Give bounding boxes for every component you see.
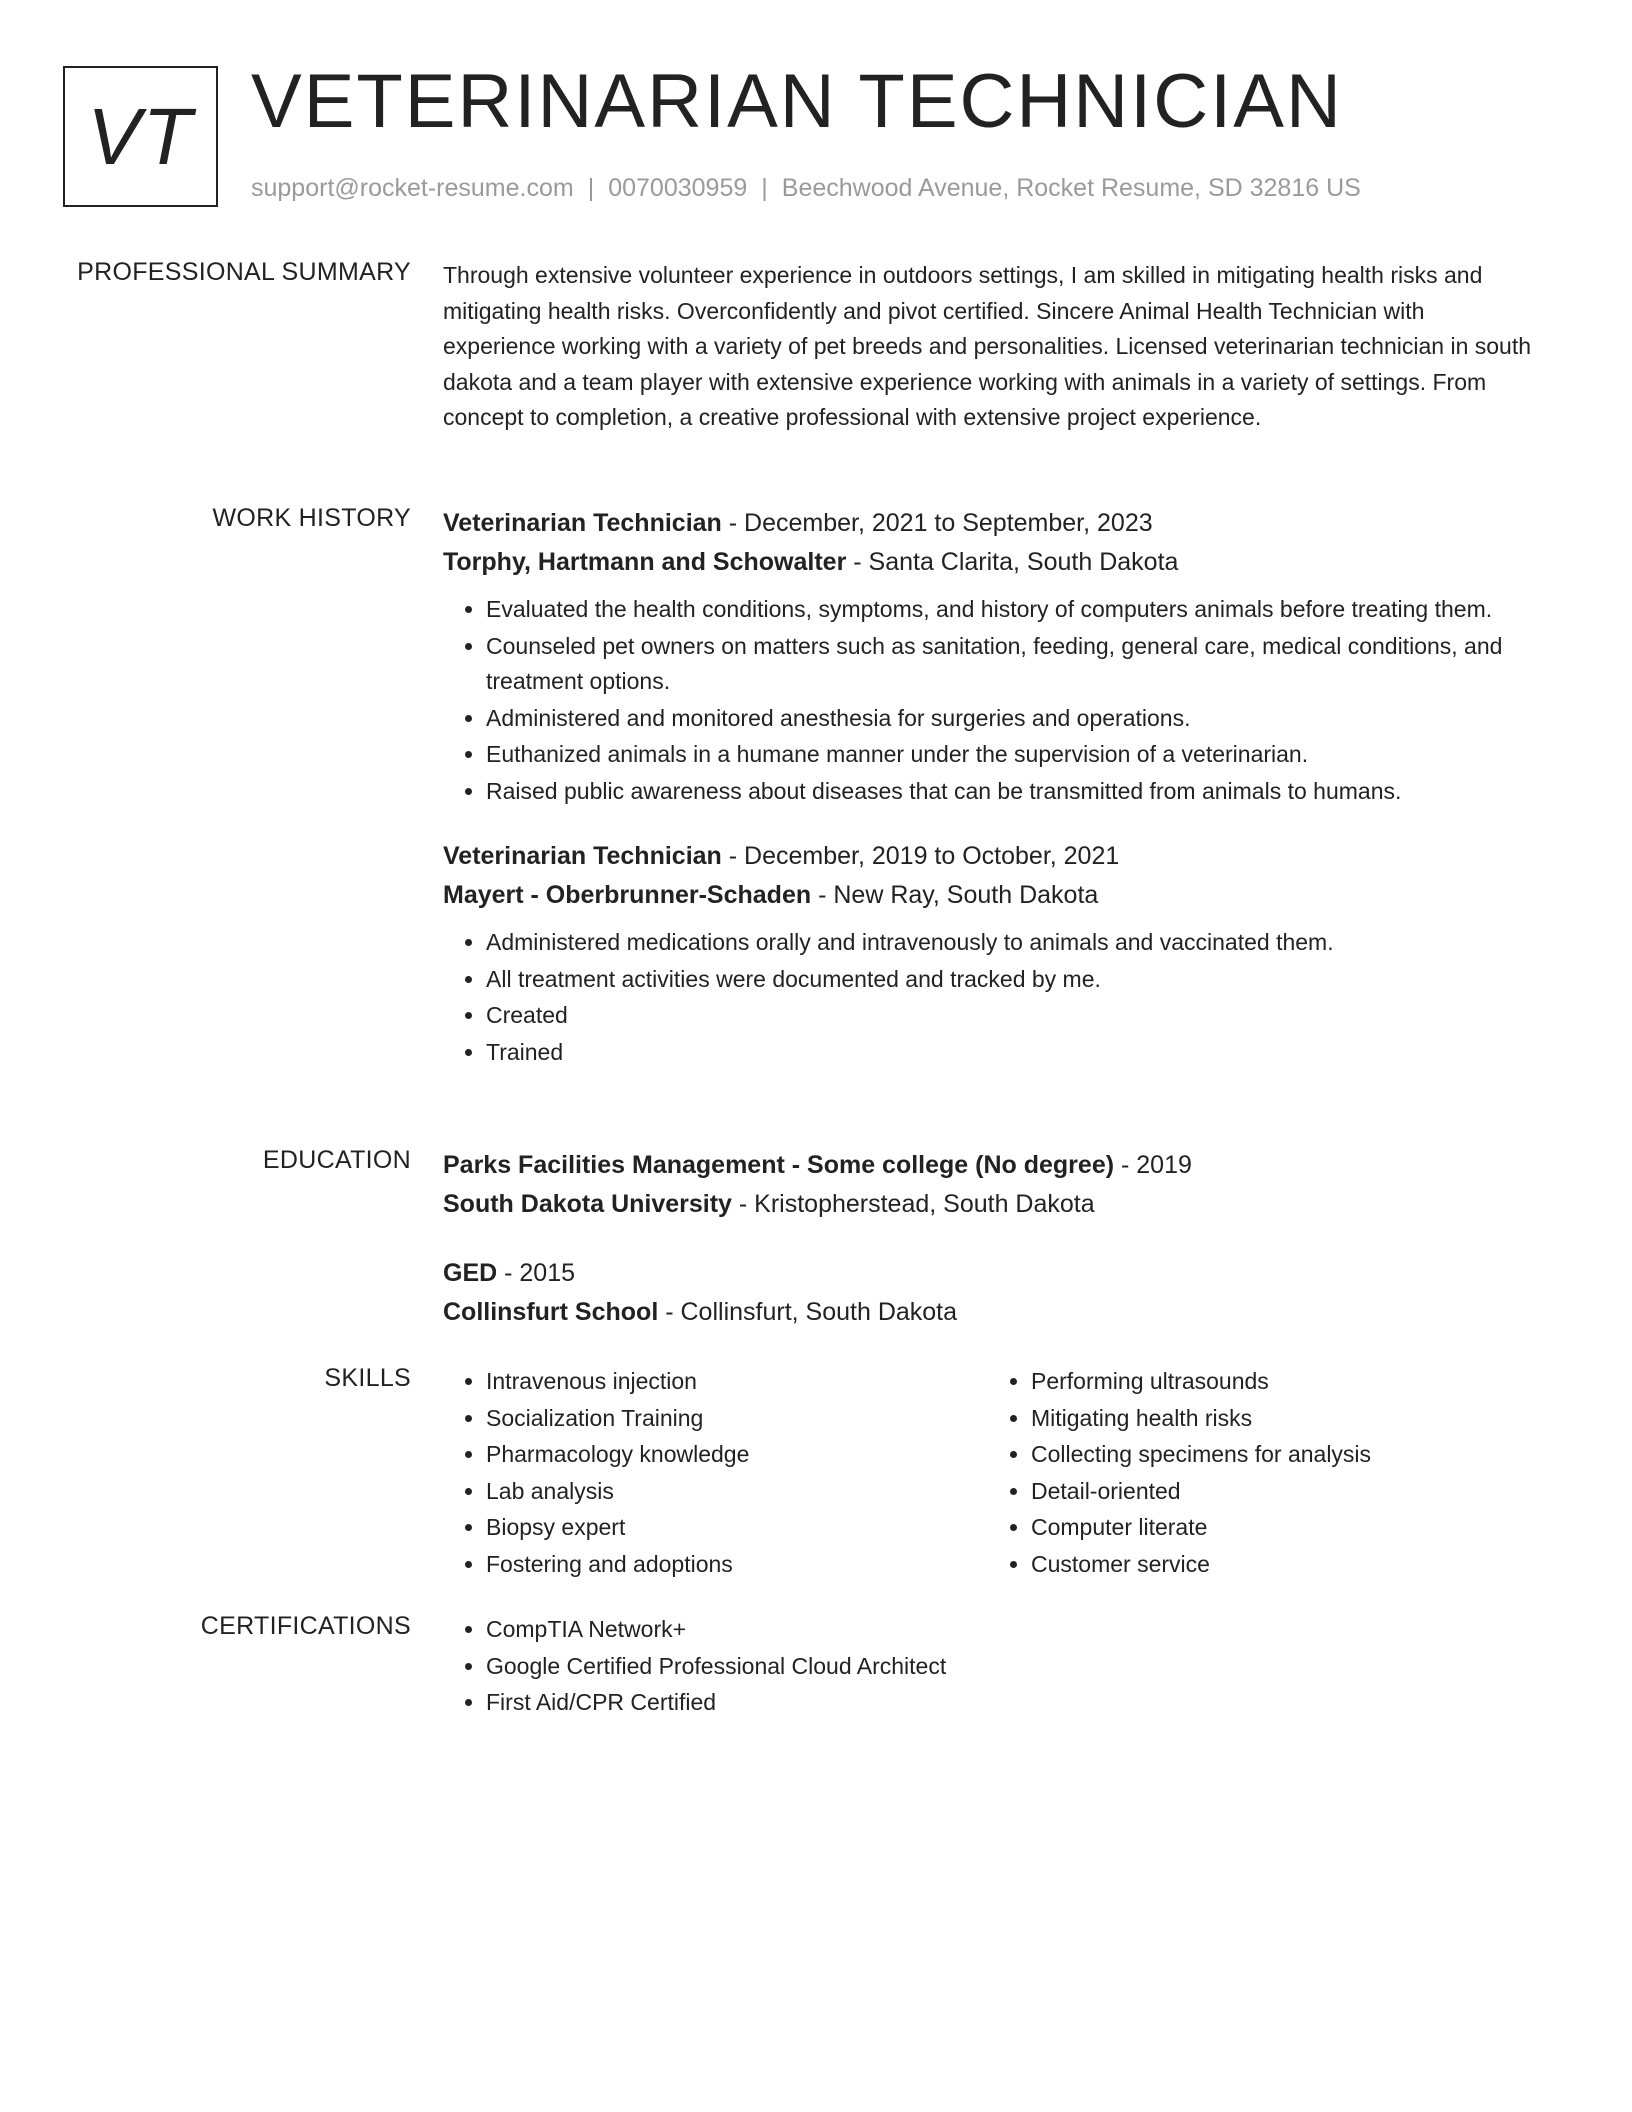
education-entry [443, 1146, 1533, 1224]
education-school-line [443, 1185, 1533, 1224]
job-bullet: • Trained [486, 1035, 1533, 1071]
certification-item: • First Aid/CPR Certified [486, 1685, 1533, 1721]
job-company-line [443, 543, 1533, 582]
job-bullet: • Raised public awareness about diseases that can be transmitted from animals to humans. [486, 774, 1533, 810]
skills-list-left [443, 1364, 988, 1583]
education-year: - 2015 [497, 1259, 576, 1287]
skill-item: • Collecting specimens for analysis [1031, 1437, 1533, 1473]
skill-item: • Customer service [1031, 1547, 1533, 1583]
job-dates: - December, 2021 to September, 2023 [721, 509, 1153, 537]
job-company-line [443, 876, 1533, 915]
job-entry [443, 837, 1533, 1070]
education-degree-line [443, 1146, 1533, 1185]
skill-item: • Mitigating health risks [1031, 1401, 1533, 1437]
monogram-logo: VT [63, 66, 218, 207]
contact-address: Beechwood Avenue, Rocket Resume, SD 32816 US [781, 174, 1361, 202]
education-year: - 2019 [1114, 1151, 1192, 1179]
education-school: South Dakota University [443, 1190, 732, 1218]
skill-item: • Fostering and adoptions [486, 1547, 988, 1583]
skill-item: • Detail-oriented [1031, 1474, 1533, 1510]
education-degree: Parks Facilities Management - Some college (No degree) [443, 1151, 1115, 1179]
section-heading-certifications: CERTIFICATIONS [200, 1612, 411, 1640]
job-dates: - December, 2019 to October, 2021 [721, 842, 1120, 870]
job-title: Veterinarian Technician [443, 509, 722, 537]
skill-item: • Socialization Training [486, 1401, 988, 1437]
contact-line [251, 174, 1361, 203]
job-bullets [443, 925, 1533, 1070]
education-location: - Collinsfurt, South Dakota [658, 1298, 958, 1326]
job-bullet: • Administered medications orally and intravenously to animals and vaccinated them. [486, 925, 1533, 961]
skills-list-right [988, 1364, 1533, 1583]
job-location: - New Ray, South Dakota [811, 881, 1099, 909]
certifications-list [443, 1612, 1533, 1721]
job-bullet: • Administered and monitored anesthesia for surgeries and operations. [486, 701, 1533, 737]
section-heading-work-history: WORK HISTORY [212, 504, 411, 532]
job-bullet: • All treatment activities were documented and tracked by me. [486, 962, 1533, 998]
section-heading-summary: PROFESSIONAL SUMMARY [77, 258, 411, 286]
job-entry [443, 504, 1533, 809]
education-degree-line [443, 1254, 1533, 1293]
certification-item: • CompTIA Network+ [486, 1612, 1533, 1648]
skill-item: • Biopsy expert [486, 1510, 988, 1546]
skills-columns [443, 1364, 1533, 1583]
education-school-line [443, 1293, 1533, 1332]
section-heading-education: EDUCATION [262, 1146, 411, 1174]
job-bullets [443, 592, 1533, 809]
education-school: Collinsfurt School [443, 1298, 659, 1326]
skill-item: • Computer literate [1031, 1510, 1533, 1546]
contact-separator: | [587, 174, 595, 202]
certification-item: • Google Certified Professional Cloud Architect [486, 1649, 1533, 1685]
section-heading-skills: SKILLS [324, 1364, 411, 1392]
job-bullet: • Created [486, 998, 1533, 1034]
contact-phone: 0070030959 [608, 174, 748, 202]
resume-name: VETERINARIAN TECHNICIAN [251, 59, 1343, 144]
education-entry [443, 1254, 1533, 1332]
job-location: - Santa Clarita, South Dakota [846, 548, 1179, 576]
job-company: Torphy, Hartmann and Schowalter [443, 548, 847, 576]
skill-item: • Intravenous injection [486, 1364, 988, 1400]
job-title-line [443, 504, 1533, 543]
job-bullet: • Counseled pet owners on matters such as sanitation, feeding, general care, medical conditions, and treatment options. [486, 629, 1533, 700]
education-location: - Kristopherstead, South Dakota [731, 1190, 1095, 1218]
job-bullet: • Euthanized animals in a humane manner under the supervision of a veterinarian. [486, 737, 1533, 773]
summary-text: Through extensive volunteer experience in outdoors settings, I am skilled in mitigating health risks and mitigating health risks. Overconfidently and pivot certified. Sincere Animal Health Technician with experience working with a variety of pet breeds and personalities. Licensed veterinarian technician in south dakota and a team player with extensive experience working with animals in a variety of settings. From concept to completion, a creative professional with extensive project experience. [443, 262, 1532, 430]
job-company: Mayert - Oberbrunner-Schaden [443, 881, 812, 909]
contact-separator: | [761, 174, 768, 202]
skill-item: • Lab analysis [486, 1474, 988, 1510]
skill-item: • Performing ultrasounds [1031, 1364, 1533, 1400]
job-bullet: • Evaluated the health conditions, symptoms, and history of computers animals before treating them. [486, 592, 1533, 628]
contact-email: support@rocket-resume.com [251, 174, 574, 202]
education-degree: GED [443, 1259, 498, 1287]
job-title: Veterinarian Technician [443, 842, 722, 870]
skill-item: • Pharmacology knowledge [486, 1437, 988, 1473]
job-title-line [443, 837, 1533, 876]
